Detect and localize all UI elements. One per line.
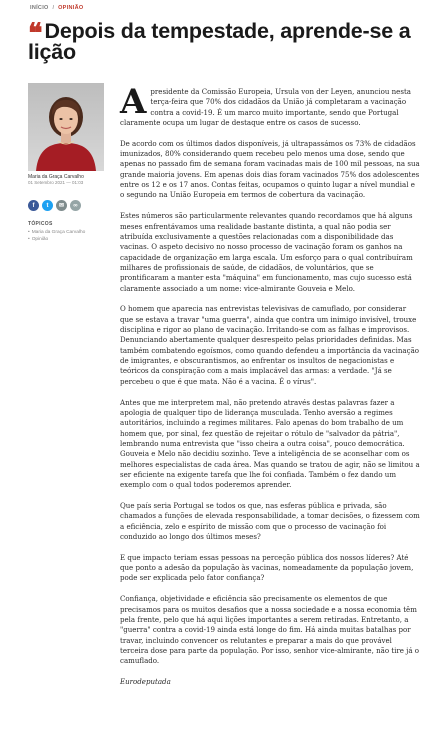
- article-sidebar: [28, 83, 104, 243]
- article-paragraph: Confiança, objetividade e eficiência são precisamente os elementos de que precisamos para os muitos desafios que a nossa sociedade e a nossa economia têm pela frente, pelo que há aqui lições importantes a serem retiradas. Entretanto, a "guerra" contra a covid-19 ainda está longe do fim. Há ainda muitas batalhas por travar, incluindo convencer os relutantes e preparar a mais do que provável terceira dose para parte da população. Por isso, senhor vice-almirante, não tire já o camuflado.: [120, 594, 420, 666]
- author-photo: [28, 83, 104, 171]
- quote-icon: ❝: [28, 18, 43, 49]
- article-paragraph: Que país seria Portugal se todos os que, nas esferas pública e privada, são chamados a funções de elevada responsabilidade, a tomar decisões, o fizessem com a eficiência, zelo e espírito de missão com que o processo de vacinação foi conduzido ao longo dos últimos meses?: [120, 500, 420, 542]
- article-paragraph: E que impacto teriam essas pessoas na perceção pública dos nossos líderes? Até que ponto a adesão da população às vacinas, nomeadamente da população jovem, pode ser explicada pelo fator confiança?: [120, 552, 414, 583]
- publish-date: 01 Setembro 2021 — 01:03: [28, 180, 84, 185]
- article-paragraph: Antes que me interpretem mal, não pretendo através destas palavras fazer a apologia de qualquer tipo de liderança musculada. Tenho aversão a regimes autoritários, incluindo a regimes militares. Falo apenas do bom trabalho de um homem que, por sinal, fez questão de rejeitar o rótulo de "salvador da pátria", lembrando numa entrevista que "isso cheira a outra coisa", pouco democrática. Gouveia e Melo não decidiu sozinho. Teve a inteligência de se aconselhar com os melhores especialistas de cada área. Mas quando se tratou de agir, não se limitou a ser eficiente na exigente tarefa que lhe foi confiada. Também o fez dando um exemplo com o qual todos poderemos aprender.: [120, 397, 420, 490]
- topic-item[interactable]: • Maria da Graça Carvalho: [28, 230, 86, 235]
- article-header: [28, 18, 428, 64]
- topic-item[interactable]: • Opinião: [28, 237, 49, 242]
- link-icon[interactable]: ∞: [70, 200, 81, 211]
- twitter-icon[interactable]: t: [42, 200, 53, 211]
- facebook-icon[interactable]: f: [28, 200, 39, 211]
- author-name[interactable]: Maria da Graça Carvalho: [28, 174, 84, 180]
- author-portrait-image: [28, 83, 104, 171]
- author-signature: Eurodeputada: [120, 676, 171, 686]
- article-paragraph: O homem que aparecia nas entrevistas televisivas de camuflado, por considerar que se estava a travar "uma guerra", ainda que contra um inimigo invisível, trouxe disciplina e rigor ao plano de vacinação. Irritando-se com as falhas e improvisos. Denunciando abertamente qualquer desrespeito pelas prioridades definidas. Mas também combatendo egoísmos, como quando defendeu a importância da vacinação de imigrantes, e obscurantismos, ao enfrentar os insultos de negacionistas e teóricos da conspiração com a mais implacável das armas: a verdade. "Já se percebeu o que é que mata. Não é a vacina. É o vírus".: [120, 304, 420, 386]
- article-title: Depois da tempestade, aprende-se a lição: [28, 19, 411, 64]
- email-icon[interactable]: ✉: [56, 200, 67, 211]
- breadcrumb: [30, 5, 83, 11]
- article-paragraph: A presidente da Comissão Europeia, Ursula von der Leyen, anunciou nesta terça-feira que 70% dos cidadãos da União já completaram a vacinação contra a covid-19. É um marco muito importante, sendo que Portugal claramente ocupa um lugar de destaque entre os casos de sucesso.: [120, 82, 411, 128]
- topics-list: [28, 229, 104, 243]
- breadcrumb-home[interactable]: INÍCIO: [30, 5, 49, 11]
- article-paragraph: De acordo com os últimos dados disponíveis, já ultrapassámos os 73% de cidadãos imunizados, 80% considerando quem recebeu pelo menos uma dose, sendo que apenas no passado fim de semana foram vacinadas mais de 100 mil pessoas, na sua grande maioria jovens. Em apenas dois dias foram vacinados 75% dos adolescentes entre os 12 e os 17 anos. Contas feitas, ocupamos o quinto lugar a nível mundial e o segundo na União Europeia em termos de cobertura da vacinação.: [120, 138, 420, 200]
- topics-label: TÓPICOS: [28, 221, 53, 227]
- dropcap: A: [120, 82, 147, 122]
- share-buttons: [28, 200, 104, 211]
- article-body: [120, 82, 420, 698]
- breadcrumb-current[interactable]: OPINIÃO: [58, 5, 84, 11]
- breadcrumb-separator: /: [52, 5, 55, 11]
- article-paragraph: Estes números são particularmente relevantes quando recordamos que há alguns meses enfrentávamos uma realidade bastante distinta, a qual não podia ser atribuída exclusivamente a questões relacionadas com a disponibilidade das vacinas. O aspeto decisivo no nosso processo de vacinação foram os ganhos na capacidade de organização em larga escala. Um esforço para o qual contribuíram milhares de profissionais de saúde, de cidadãos, de voluntários, que se prontificaram a manter esta "máquina" em funcionamento, mas cujo sucesso está claramente associado a um nome: vice-almirante Gouveia e Melo.: [120, 211, 413, 293]
